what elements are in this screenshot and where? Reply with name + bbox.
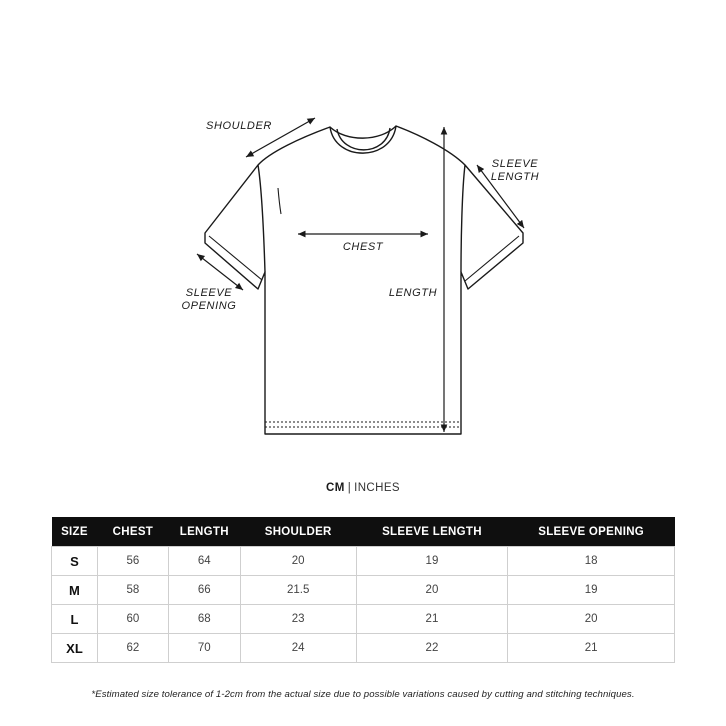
sleeve-length-cell: 20 [356, 576, 508, 605]
sleeve-length-label-line1: SLEEVE [491, 158, 539, 170]
header-shoulder: SHOULDER [240, 517, 356, 547]
shoulder-cell: 20 [240, 547, 356, 576]
sleeve-opening-cell: 19 [508, 576, 675, 605]
table-header-row [52, 517, 675, 547]
sleeve-length-cell: 21 [356, 605, 508, 634]
shoulder-cell: 23 [240, 605, 356, 634]
length-cell: 70 [168, 634, 240, 663]
sleeve-opening-label-line1: SLEEVE [185, 287, 233, 299]
sleeve-length-cell: 22 [356, 634, 508, 663]
unit-separator: | [347, 482, 352, 494]
header-size: SIZE [52, 517, 98, 547]
sleeve-opening-cell: 18 [508, 547, 675, 576]
length-cell: 68 [168, 605, 240, 634]
table-row [52, 634, 675, 663]
sleeve-length-cell: 19 [356, 547, 508, 576]
chest-cell: 62 [97, 634, 168, 663]
tshirt-body-outline [205, 126, 523, 434]
sleeve-opening-label [174, 287, 244, 313]
unit-inches-button[interactable]: INCHES [354, 482, 400, 494]
table-row [52, 576, 675, 605]
sleeve-opening-cell: 20 [508, 605, 675, 634]
shoulder-cell: 24 [240, 634, 356, 663]
size-cell: L [52, 605, 98, 634]
chest-cell: 60 [97, 605, 168, 634]
size-tolerance-footnote: *Estimated size tolerance of 1-2cm from the actual size due to possible variations caused by cutting and stitching techniques. [91, 689, 635, 700]
unit-cm-button[interactable]: CM [326, 482, 345, 494]
table-row [52, 547, 675, 576]
length-cell: 64 [168, 547, 240, 576]
size-cell: M [52, 576, 98, 605]
table-row [52, 605, 675, 634]
unit-toggle [0, 482, 726, 494]
header-chest: CHEST [97, 517, 168, 547]
header-length: LENGTH [168, 517, 240, 547]
sleeve-opening-arrow [197, 254, 243, 290]
sleeve-length-label-line2: LENGTH [490, 171, 540, 183]
chest-label: CHEST [342, 241, 384, 253]
sleeve-length-label [478, 158, 552, 184]
length-cell: 66 [168, 576, 240, 605]
shoulder-cell: 21.5 [240, 576, 356, 605]
sleeve-opening-label-line2: OPENING [181, 300, 237, 312]
header-sleeve-opening: SLEEVE OPENING [508, 517, 675, 547]
chest-cell: 58 [97, 576, 168, 605]
size-cell: XL [52, 634, 98, 663]
chest-cell: 56 [97, 547, 168, 576]
size-chart-table [51, 517, 675, 663]
length-label: LENGTH [388, 287, 438, 299]
header-sleeve-length: SLEEVE LENGTH [356, 517, 508, 547]
sleeve-opening-cell: 21 [508, 634, 675, 663]
shoulder-label: SHOULDER [206, 120, 272, 132]
size-cell: S [52, 547, 98, 576]
